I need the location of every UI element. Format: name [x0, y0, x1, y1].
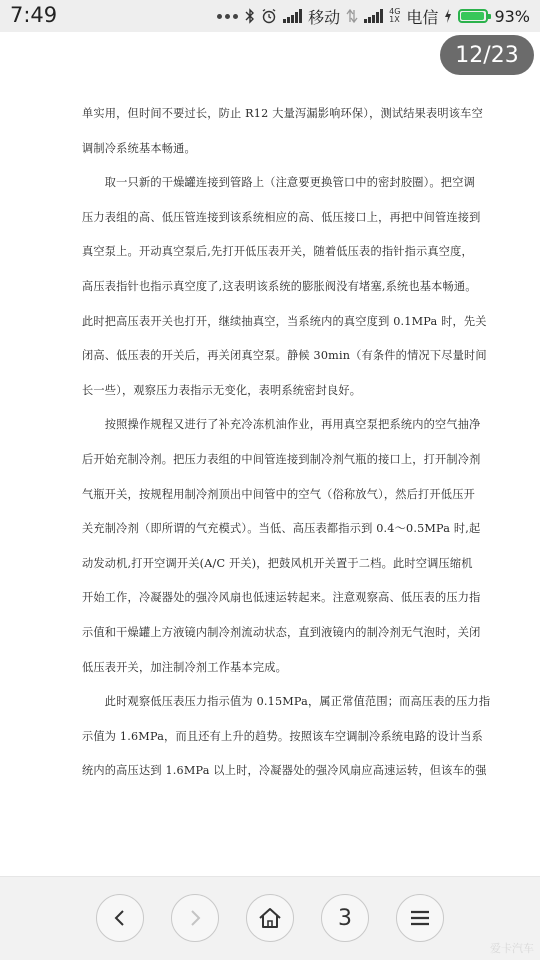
document-text-line: 闭高、低压表的开关后，再关闭真空泵。静候 30min（有条件的情况下尽量时间 — [82, 349, 487, 363]
battery-percent: 93% — [494, 6, 530, 26]
back-button[interactable] — [96, 894, 144, 942]
chevron-left-icon — [110, 908, 130, 928]
document-text-line: 高压表指针也指示真空度了,这表明该系统的膨胀阀没有堵塞,系统也基本畅通。 — [82, 280, 477, 293]
document-text-line: 关充制冷剂（即所谓的气充模式）。当低、高压表都指示到 0.4～0.5MPa 时,起 — [82, 522, 481, 536]
document-text-line: 真空泵上。开动真空泵后,先打开低压表开关，随着低压表的指针指示真空度， — [82, 245, 473, 259]
watermark-logo: 爱卡汽车 — [490, 942, 534, 955]
forward-button[interactable] — [171, 894, 219, 942]
signal-strength-icon — [283, 9, 302, 23]
tabs-button[interactable] — [321, 894, 369, 942]
signal-strength-2-icon — [364, 9, 383, 23]
status-time: 7:49 — [10, 3, 58, 27]
alarm-clock-icon — [261, 8, 277, 24]
charging-icon — [444, 9, 452, 23]
more-notifications-icon — [215, 14, 239, 19]
browser-bottom-bar — [0, 876, 540, 960]
page-counter: 12/23 — [440, 35, 534, 75]
document-text-line: 统内的高压达到 1.6MPa 以上时，冷凝器处的强冷风扇应高速运转，但该车的强 — [82, 764, 487, 778]
chevron-right-icon — [185, 908, 205, 928]
document-text-line: 示值为 1.6MPa，而且还有上升的趋势。按照该车空调制冷系统电路的设计当系 — [82, 729, 483, 743]
battery-icon — [458, 9, 488, 23]
document-text-line: 后开始充制冷剂。把压力表组的中间管连接到制冷剂气瓶的接口上，打开制冷剂 — [82, 453, 481, 466]
document-text-line: 开始工作，冷凝器处的强冷风扇也低速运转起来。注意观察高、低压表的压力指 — [82, 591, 481, 605]
document-text-line: 气瓶开关，按规程用制冷剂顶出中间管中的空气（俗称放气），然后打开低压开 — [82, 487, 475, 501]
document-text-line: 按照操作规程又进行了补充冷冻机油作业，再用真空泵把系统内的空气抽净 — [82, 418, 481, 432]
document-text-line: 单实用，但时间不要过长，防止 R12 大量泻漏影响环保），测试结果表明该车空 — [82, 107, 483, 120]
status-bar — [0, 0, 540, 32]
home-icon — [258, 907, 282, 929]
document-text-line: 压力表组的高、低压管连接到该系统相应的高、低压接口上，再把中间管连接到 — [82, 210, 481, 224]
data-transfer-icon — [346, 8, 358, 24]
document-text-line: 调制冷系统基本畅通。 — [82, 141, 196, 155]
hamburger-menu-icon — [410, 909, 430, 927]
status-icons — [215, 0, 530, 32]
document-text-line: 示值和干燥罐上方液镜内制冷剂流动状态，直到液镜内的制冷剂无气泡时，关闭 — [82, 626, 481, 639]
document-text-line: 取一只新的干燥罐连接到管路上（注意要更换管口中的密封胶圈）。把空调 — [82, 176, 475, 190]
document-page[interactable] — [0, 32, 540, 876]
document-text-line: 低压表开关，加注制冷剂工作基本完成。 — [82, 660, 287, 674]
menu-button[interactable] — [396, 894, 444, 942]
carrier-2-label: 电信 — [406, 7, 439, 27]
document-text-line: 此时把高压表开关也打开，继续抽真空，当系统内的真空度到 0.1MPa 时，先关 — [82, 314, 487, 328]
tab-count: 3 — [338, 905, 352, 931]
carrier-1-label: 移动 — [308, 7, 341, 27]
network-type-label: 4G 1X — [389, 7, 401, 24]
document-text-line: 动发动机,打开空调开关(A/C 开关)，把鼓风机开关置于二档。此时空调压缩机 — [82, 556, 473, 570]
bluetooth-icon — [245, 8, 255, 24]
home-button[interactable] — [246, 894, 294, 942]
battery-level-fill — [461, 12, 483, 20]
document-text-line: 长一些），观察压力表指示无变化，表明系统密封良好。 — [82, 383, 362, 397]
document-text-line: 此时观察低压表压力指示值为 0.15MPa，属正常值范围；而高压表的压力指 — [82, 695, 491, 709]
